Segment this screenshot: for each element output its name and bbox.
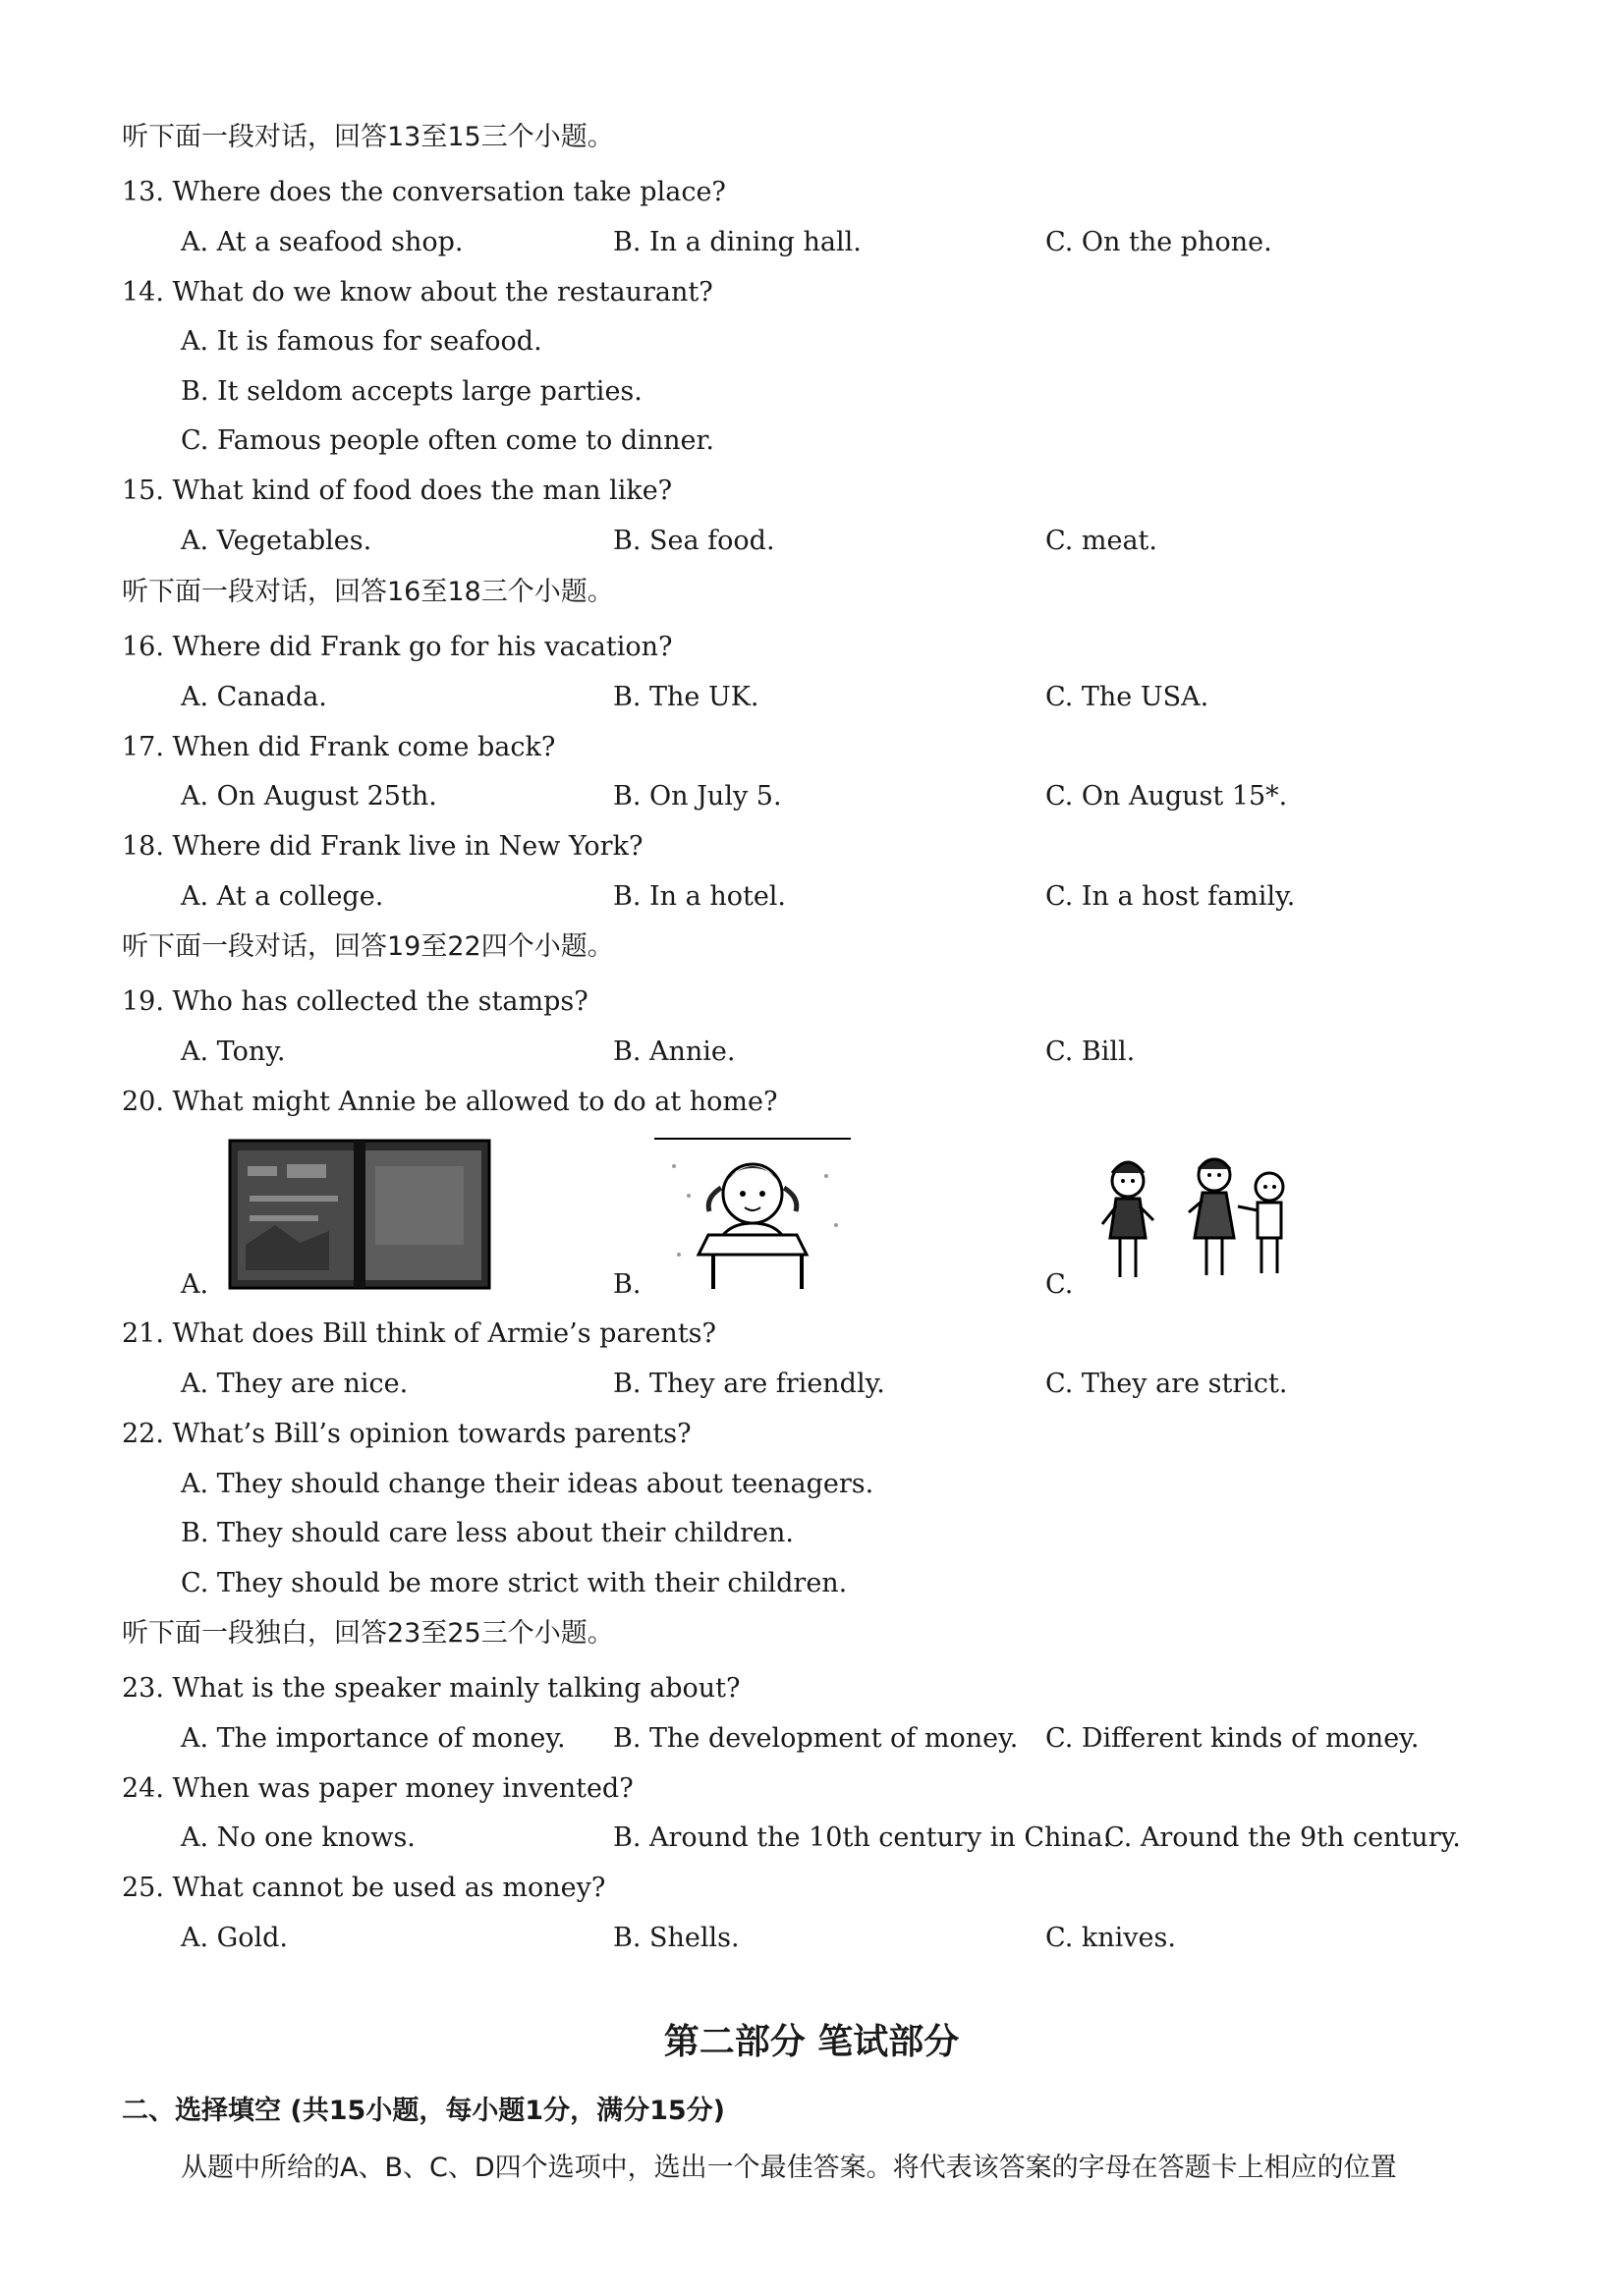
- q22-option-a: A. They should change their ideas about teenagers.: [181, 1469, 874, 1499]
- q20-option-b-label: B.: [613, 1269, 642, 1300]
- q16-option-c: C. The USA.: [1045, 682, 1209, 712]
- q14-option-c: C. Famous people often come to dinner.: [181, 425, 715, 456]
- q25-option-b: B. Shells.: [613, 1923, 740, 1953]
- section-intro-16-18: 听下面一段对话，回答16至18三个小题。: [122, 577, 614, 607]
- q25-option-c: C. knives.: [1045, 1923, 1176, 1953]
- question-21: 21. What does Bill think of Armie’s parents?: [122, 1318, 716, 1349]
- question-22: 22. What’s Bill’s opinion towards parents?: [122, 1419, 692, 1449]
- q21-option-a: A. They are nice.: [181, 1369, 409, 1399]
- q25-option-a: A. Gold.: [181, 1923, 288, 1953]
- q18-option-b: B. In a hotel.: [613, 881, 787, 912]
- question-13: 13. Where does the conversation take place?: [122, 177, 726, 207]
- children-playing-picture: [1089, 1151, 1311, 1291]
- q23-option-b: B. The development of money.: [613, 1723, 1019, 1754]
- q20-option-a-label: A.: [181, 1269, 209, 1300]
- q24-option-a: A. No one knows.: [181, 1822, 416, 1853]
- girl-at-desk-picture: [654, 1137, 851, 1296]
- q22-option-b: B. They should care less about their children.: [181, 1518, 794, 1548]
- q13-option-a: A. At a seafood shop.: [181, 227, 464, 257]
- q19-option-b: B. Annie.: [613, 1036, 736, 1067]
- q15-option-b: B. Sea food.: [613, 526, 775, 556]
- part-two-title: 第二部分 笔试部分: [663, 2022, 960, 2062]
- question-18: 18. Where did Frank live in New York?: [122, 831, 644, 862]
- q20-option-c-label: C.: [1045, 1269, 1074, 1300]
- q16-option-a: A. Canada.: [181, 682, 327, 712]
- q16-option-b: B. The UK.: [613, 682, 759, 712]
- q23-option-a: A. The importance of money.: [181, 1723, 566, 1754]
- question-19: 19. Who has collected the stamps?: [122, 986, 588, 1017]
- q21-option-c: C. They are strict.: [1045, 1369, 1288, 1399]
- q17-option-b: B. On July 5.: [613, 781, 782, 812]
- question-15: 15. What kind of food does the man like?: [122, 476, 673, 506]
- question-23: 23. What is the speaker mainly talking about?: [122, 1673, 741, 1704]
- tv-screen-picture: [228, 1137, 491, 1294]
- q18-option-c: C. In a host family.: [1045, 881, 1296, 912]
- q13-option-c: C. On the phone.: [1045, 227, 1272, 257]
- section-instruction: 从题中所给的A、B、C、D四个选项中，选出一个最佳答案。将代表该答案的字母在答题卡上相应的位置: [181, 2153, 1397, 2183]
- q19-option-c: C. Bill.: [1045, 1036, 1136, 1067]
- question-25: 25. What cannot be used as money?: [122, 1873, 606, 1903]
- q17-option-c: C. On August 15*.: [1045, 781, 1288, 812]
- q19-option-a: A. Tony.: [181, 1036, 286, 1067]
- q15-option-a: A. Vegetables.: [181, 526, 372, 556]
- q22-option-c: C. They should be more strict with their children.: [181, 1568, 848, 1598]
- section-intro-13-15: 听下面一段对话，回答13至15三个小题。: [122, 122, 614, 152]
- section-heading: 二、选择填空 (共15小题，每小题1分，满分15分): [122, 2096, 726, 2126]
- q23-option-c: C. Different kinds of money.: [1045, 1723, 1420, 1754]
- question-17: 17. When did Frank come back?: [122, 732, 556, 762]
- q21-option-b: B. They are friendly.: [613, 1369, 885, 1399]
- q15-option-c: C. meat.: [1045, 526, 1157, 556]
- q17-option-a: A. On August 25th.: [181, 781, 437, 812]
- question-24: 24. When was paper money invented?: [122, 1773, 634, 1804]
- section-intro-19-22: 听下面一段对话，回答19至22四个小题。: [122, 931, 614, 962]
- q24-option-b: B. Around the 10th century in China.: [613, 1822, 1112, 1853]
- q18-option-a: A. At a college.: [181, 881, 384, 912]
- q14-option-a: A. It is famous for seafood.: [181, 326, 542, 357]
- q24-option-c: C. Around the 9th century.: [1104, 1822, 1461, 1853]
- q14-option-b: B. It seldom accepts large parties.: [181, 376, 643, 407]
- q13-option-b: B. In a dining hall.: [613, 227, 862, 257]
- question-20: 20. What might Annie be allowed to do at home?: [122, 1087, 778, 1117]
- section-intro-23-25: 听下面一段独白，回答23至25三个小题。: [122, 1618, 614, 1649]
- question-14: 14. What do we know about the restaurant?: [122, 277, 713, 308]
- question-16: 16. Where did Frank go for his vacation?: [122, 632, 673, 662]
